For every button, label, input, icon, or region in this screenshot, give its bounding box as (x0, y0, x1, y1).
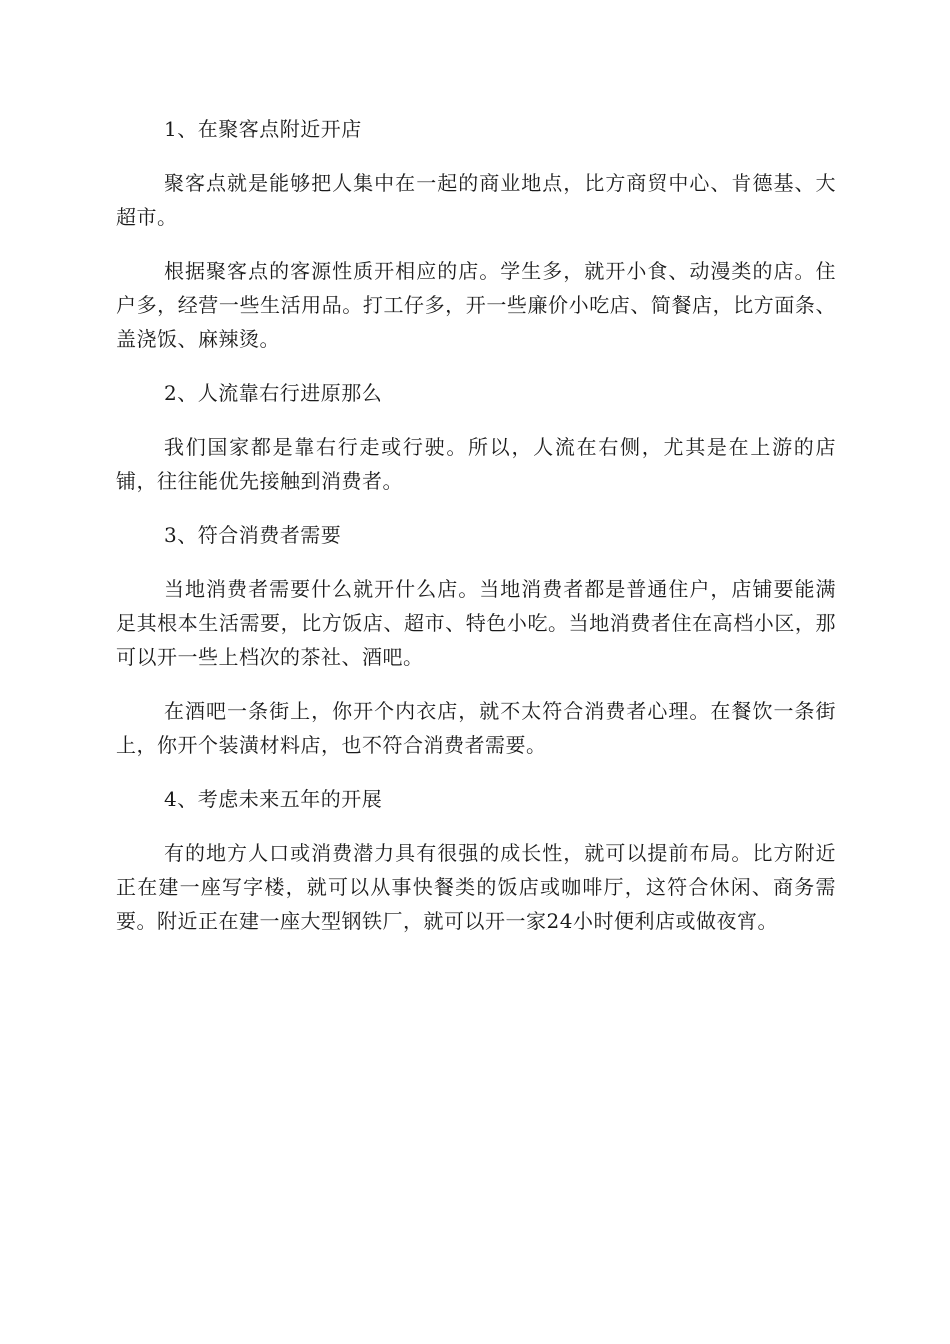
paragraph: 聚客点就是能够把人集中在一起的商业地点，比方商贸中心、肯德基、大超市。 (116, 171, 836, 229)
paragraph: 有的地方人口或消费潜力具有很强的成长性，就可以提前布局。比方附近正在建一座写字楼，就可以从事快餐类的饭店或咖啡厅，这符合休闲、商务需要。附近正在建一座大型钢铁厂，就可以开一家24小时便利店或做夜宵。 (116, 841, 836, 933)
section-heading-2: 2、人流靠右行进原那么 (164, 381, 383, 405)
document-body (116, 112, 836, 958)
paragraph: 当地消费者需要什么就开什么店。当地消费者都是普通住户，店铺要能满足其根本生活需要，比方饭店、超市、特色小吃。当地消费者住在高档小区，那可以开一些上档次的茶社、酒吧。 (116, 577, 836, 669)
section-heading-1: 1、在聚客点附近开店 (164, 117, 362, 141)
paragraph: 我们国家都是靠右行走或行驶。所以，人流在右侧，尤其是在上游的店铺，往往能优先接触到消费者。 (116, 435, 836, 493)
section-heading-3: 3、符合消费者需要 (164, 523, 342, 547)
section-heading-4: 4、考虑未来五年的开展 (164, 787, 383, 811)
paragraph: 根据聚客点的客源性质开相应的店。学生多，就开小食、动漫类的店。住户多，经营一些生活用品。打工仔多，开一些廉价小吃店、简餐店，比方面条、盖浇饭、麻辣烫。 (116, 259, 836, 351)
paragraph: 在酒吧一条街上，你开个内衣店，就不太符合消费者心理。在餐饮一条街上，你开个装潢材料店，也不符合消费者需要。 (116, 699, 836, 757)
